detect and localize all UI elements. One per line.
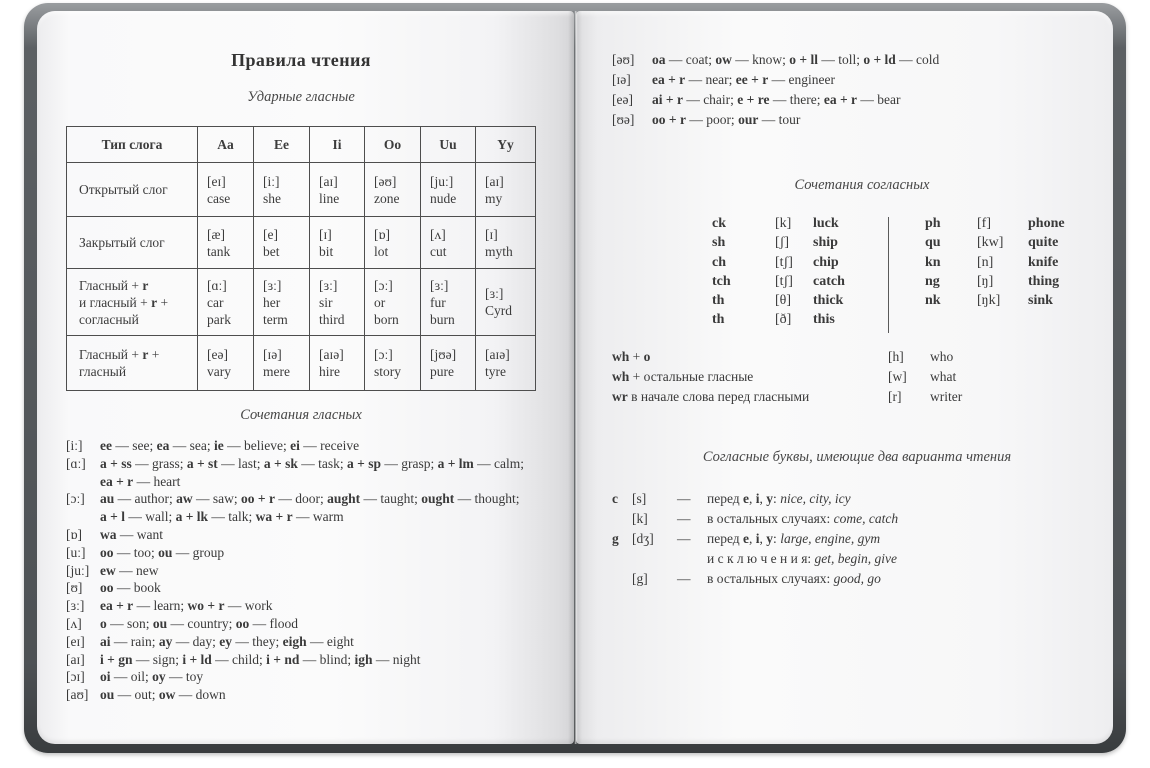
ipa-label: [ɑː]: [66, 455, 86, 471]
consonant-combo-row: [925, 233, 1065, 252]
vowel-combo-item: [66, 437, 566, 455]
combo-letters: th: [712, 293, 725, 309]
combo-text: wa — want: [100, 526, 163, 542]
c-g-rules-list: [612, 489, 1102, 589]
table-row-closed-syllable: [67, 217, 536, 269]
vowel-combo-item: [66, 526, 566, 544]
syllable-type-label: Закрытый слог: [67, 217, 198, 269]
table-cell: [ʌ] cut: [421, 217, 476, 269]
vowel-combo-item: [66, 544, 566, 562]
combo-text: ea + r — learn; wo + r — work: [100, 598, 273, 614]
ipa-label: [uː]: [66, 544, 86, 560]
combo-text: oo — too; ou — group: [100, 544, 225, 560]
combo-text: ew — new: [100, 562, 159, 578]
consonant-combo-row: [712, 233, 845, 252]
table-cell: [ɜː] fur burn: [421, 269, 476, 336]
rule-row: [612, 387, 1102, 407]
consonant-combo-row: [925, 272, 1065, 291]
combo-text: a + ss — grass; a + st — last; a + sk — task; a + sp — grasp; a + lm — calm; ea + r — heart: [100, 455, 525, 489]
ipa-label: [əʊ]: [612, 52, 635, 67]
consonant-combo-row: [712, 310, 845, 329]
ipa-label: [f]: [977, 216, 991, 231]
letter: g: [612, 531, 619, 546]
wh-wr-rules-list: [612, 347, 1102, 407]
combo-letters: ck: [712, 216, 726, 231]
example-word: sink: [1028, 293, 1053, 309]
rule-row: [612, 529, 1102, 549]
ipa-label: [ŋ]: [977, 273, 994, 289]
rule-text: в остальных случаях: good, go: [707, 571, 881, 586]
example-word: thick: [813, 293, 844, 309]
vowel-combinations-list: [66, 437, 566, 704]
ipa-label: [dʒ]: [632, 531, 654, 546]
vowel-combo-item: [66, 633, 566, 651]
table-cell: [ɪ] myth: [476, 217, 536, 269]
subtitle-two-variant-consonants: Согласные буквы, имеющие два варианта чтения: [702, 449, 1012, 465]
diphthong-combinations-list: [612, 50, 1102, 130]
combo-text: o — son; ou — country; oo — flood: [100, 615, 299, 631]
letter: [612, 569, 632, 589]
ipa-label: [s]: [632, 491, 647, 506]
ipa-label: [g]: [632, 571, 648, 586]
vowel-combo-item: [66, 686, 566, 704]
stressed-vowels-table: [66, 126, 536, 391]
ipa-label: [ʌ]: [66, 615, 82, 631]
vowel-combo-item: [66, 597, 566, 615]
table-cell: [aɪə] hire: [310, 336, 365, 391]
ipa-label: [ʃ]: [775, 235, 789, 251]
combo-letters: qu: [925, 235, 941, 251]
ipa-label: [tʃ]: [775, 273, 793, 289]
example-word: writer: [930, 389, 963, 404]
letter: [612, 509, 632, 529]
ipa-label: [ɔɪ]: [66, 669, 85, 685]
combo-text: oo — book: [100, 580, 161, 596]
ipa-label: [ɔː]: [66, 491, 85, 507]
table-row-vowel-r-vowel: [67, 336, 536, 391]
ipa-label: [tʃ]: [775, 254, 793, 270]
col-header-aa: Aa: [198, 127, 254, 163]
combo-text: oa — coat; ow — know; o + ll — toll; o + ld — cold: [652, 52, 940, 67]
example-word: this: [813, 312, 835, 328]
ipa-label: [ŋk]: [977, 293, 1001, 309]
diphthong-item: [612, 70, 1102, 90]
page-title: Правила чтения: [231, 50, 371, 70]
col-header-uu: Uu: [421, 127, 476, 163]
combo-letters: ng: [925, 273, 940, 289]
dash: —: [677, 491, 691, 506]
combo-text: i + gn — sign; i + ld — child; i + nd — blind; igh — night: [100, 651, 421, 667]
table-cell: [iː] she: [254, 163, 310, 217]
rule-row: [612, 569, 1102, 589]
example-word: knife: [1028, 254, 1059, 270]
consonant-combo-row: [712, 253, 845, 272]
vowel-combo-item: [66, 562, 566, 580]
table-cell: [əʊ] zone: [365, 163, 421, 217]
col-header-syllable-type: Тип слога: [67, 127, 198, 163]
dash: —: [677, 531, 691, 546]
rule-text: перед e, i, y: nice, city, icy: [707, 491, 851, 506]
ipa-label: [kw]: [977, 235, 1004, 251]
ipa-label: [ɒ]: [66, 526, 83, 542]
diphthong-item: [612, 110, 1102, 130]
vowel-combo-item: [66, 615, 566, 633]
table-cell: [ɜː] Cyrd: [476, 269, 536, 336]
vowel-combo-item: [66, 651, 566, 669]
consonant-table-left-group: [712, 214, 845, 330]
rule-text: wr в начале слова перед гласными: [612, 389, 810, 404]
table-row-vowel-r: [67, 269, 536, 336]
ipa-label: [iː]: [66, 438, 83, 453]
example-word: thing: [1028, 273, 1060, 289]
vowel-combo-item: [66, 455, 566, 491]
rule-text: wh + остальные гласные: [612, 369, 754, 384]
example-word: ship: [813, 235, 838, 251]
table-cell: [ɔː] or born: [365, 269, 421, 336]
consonant-table-right-group: [925, 214, 1065, 310]
rule-text: wh + o: [612, 349, 651, 364]
table-cell: [ɜː] sir third: [310, 269, 365, 336]
example-word: catch: [813, 273, 845, 289]
subtitle-stressed-vowels: Ударные гласные: [247, 89, 355, 105]
syllable-type-label: Гласный + r и гласный + r + согласный: [67, 269, 198, 336]
col-header-yy: Yy: [476, 127, 536, 163]
table-cell: [aɪə] tyre: [476, 336, 536, 391]
dash: —: [677, 571, 691, 586]
rule-row: [612, 489, 1102, 509]
rule-row: [612, 509, 1102, 529]
combo-text: au — author; aw — saw; oo + r — door; aught — taught; ought — thought; a + l — wall; a + lk — talk; wa + r — warm: [100, 491, 520, 525]
combo-text: oi — oil; oy — toy: [100, 669, 204, 685]
combo-text: ai + r — chair; e + re — there; ea + r — bear: [652, 92, 901, 107]
example-word: what: [930, 369, 957, 384]
example-word: who: [930, 349, 954, 364]
combo-text: ee — see; ea — sea; ie — believe; ei — receive: [100, 438, 360, 453]
ipa-label: [θ]: [775, 293, 792, 309]
ipa-label: [r]: [888, 389, 902, 404]
ipa-label: [eə]: [612, 92, 633, 107]
ipa-label: [aʊ]: [66, 687, 89, 703]
dash: —: [677, 511, 691, 526]
consonant-combo-row: [925, 253, 1065, 272]
table-header-row: [67, 127, 536, 163]
rule-row: [612, 347, 1102, 367]
table-cell: [jʊə] pure: [421, 336, 476, 391]
col-header-oo: Oo: [365, 127, 421, 163]
table-cell: [ɪə] mere: [254, 336, 310, 391]
combo-letters: sh: [712, 235, 726, 251]
col-header-ee: Ee: [254, 127, 310, 163]
table-cell: [aɪ] line: [310, 163, 365, 217]
vowel-combo-item: [66, 490, 566, 526]
syllable-type-label: Открытый слог: [67, 163, 198, 217]
ipa-label: [h]: [888, 349, 904, 364]
subtitle-vowel-combinations: Сочетания гласных: [240, 407, 362, 423]
ipa-label: [k]: [775, 216, 792, 231]
rule-text: в остальных случаях: come, catch: [707, 511, 899, 526]
example-word: luck: [813, 216, 839, 231]
ipa-label: [k]: [632, 511, 648, 526]
table-cell: [eɪ] case: [198, 163, 254, 217]
consonant-combo-row: [712, 272, 845, 291]
combo-letters: tch: [712, 273, 731, 289]
rule-text: перед e, i, y: large, engine, gym: [707, 531, 881, 546]
subtitle-consonant-combinations: Сочетания согласных: [794, 177, 930, 193]
vowel-combo-item: [66, 579, 566, 597]
ipa-label: [ð]: [775, 312, 792, 328]
letter: c: [612, 491, 618, 506]
ipa-label: [eɪ]: [66, 633, 85, 649]
combo-letters: th: [712, 312, 725, 328]
combo-text: ai — rain; ay — day; ey — they; eigh — eight: [100, 633, 354, 649]
ipa-label: [ʊ]: [66, 580, 83, 596]
combo-letters: ph: [925, 216, 941, 231]
table-cell: [æ] tank: [198, 217, 254, 269]
table-cell: [e] bet: [254, 217, 310, 269]
table-cell: [ɪ] bit: [310, 217, 365, 269]
ipa-label: [n]: [977, 254, 994, 270]
consonant-combo-row: [712, 291, 845, 310]
example-word: quite: [1028, 235, 1059, 251]
table-cell: [aɪ] my: [476, 163, 536, 217]
diphthong-item: [612, 90, 1102, 110]
consonant-combo-row: [712, 214, 845, 233]
table-row-open-syllable: [67, 163, 536, 217]
table-cell: [ɜː] her term: [254, 269, 310, 336]
ipa-label: [aɪ]: [66, 651, 85, 667]
ipa-label: [ʊə]: [612, 112, 635, 127]
rule-text: и с к л ю ч е н и я: get, begin, give: [707, 551, 898, 566]
syllable-type-label: Гласный + r + гласный: [67, 336, 198, 391]
letter: [612, 549, 632, 569]
table-cell: [juː] nude: [421, 163, 476, 217]
rule-row: [612, 549, 1102, 569]
table-cell: [ɒ] lot: [365, 217, 421, 269]
vowel-combo-item: [66, 668, 566, 686]
rule-row: [612, 367, 1102, 387]
ipa-label: [ɜː]: [66, 598, 85, 614]
combo-text: ea + r — near; ee + r — engineer: [652, 72, 835, 87]
combo-letters: ch: [712, 254, 726, 270]
diphthong-item: [612, 50, 1102, 70]
ipa-label: [632, 549, 677, 569]
combo-letters: kn: [925, 254, 941, 270]
combo-letters: nk: [925, 293, 941, 309]
table-cell: [ɔː] story: [365, 336, 421, 391]
table-cell: [ɑː] car park: [198, 269, 254, 336]
col-header-ii: Ii: [310, 127, 365, 163]
example-word: chip: [813, 254, 839, 270]
combo-text: oo + r — poor; our — tour: [652, 112, 801, 127]
column-divider: [888, 217, 889, 333]
ipa-label: [w]: [888, 369, 907, 384]
combo-text: ou — out; ow — down: [100, 687, 226, 703]
consonant-combo-row: [925, 291, 1065, 310]
consonant-combo-row: [925, 214, 1065, 233]
table-cell: [eə] vary: [198, 336, 254, 391]
ipa-label: [juː]: [66, 562, 90, 578]
ipa-label: [ɪə]: [612, 72, 631, 87]
example-word: phone: [1028, 216, 1065, 231]
dash: [677, 549, 707, 569]
